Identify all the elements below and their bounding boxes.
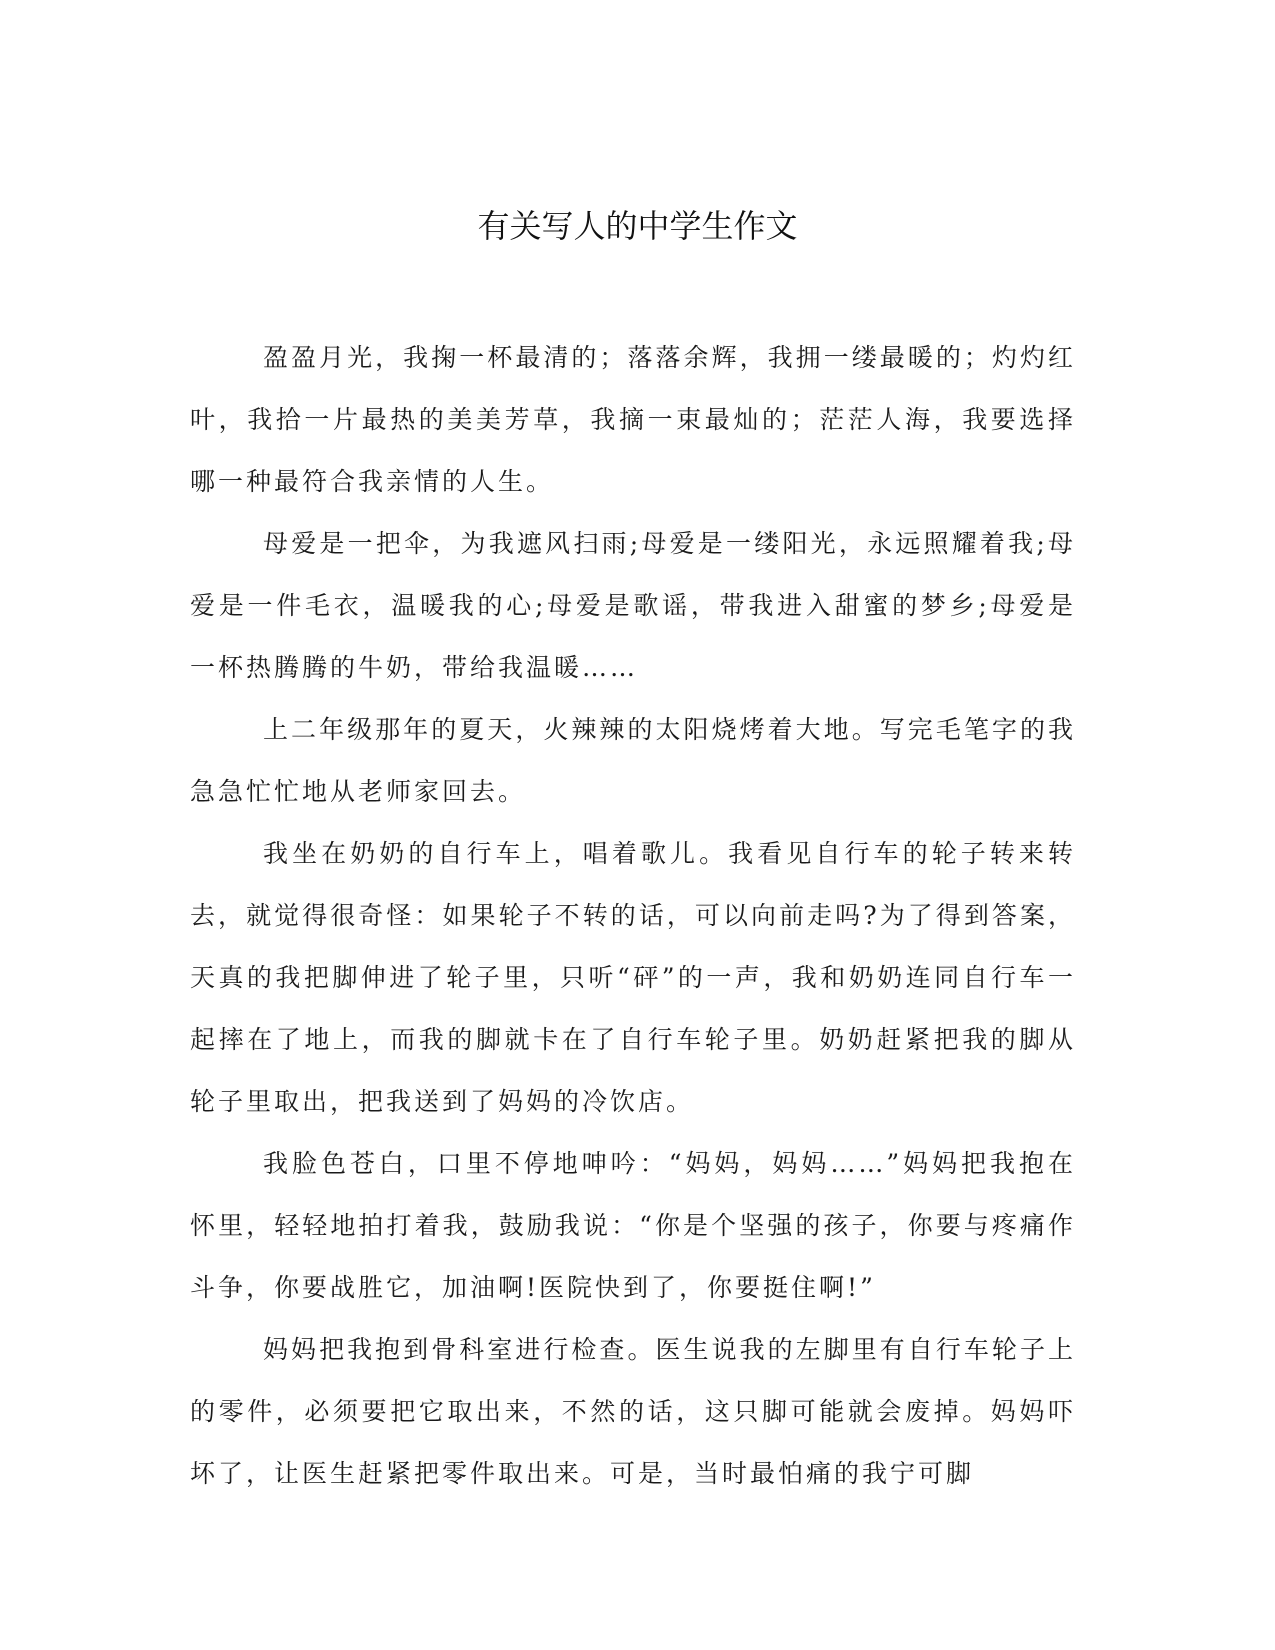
paragraph: 我脸色苍白，口里不停地呻吟：“妈妈，妈妈……”妈妈把我抱在怀里，轻轻地拍打着我，鼓励我说：“你是个坚强的孩子，你要与疼痛作斗争，你要战胜它，加油啊!医院快到了，你要挺住啊!” bbox=[190, 1149, 1076, 1302]
document-body bbox=[190, 327, 1076, 1505]
paragraph: 母爱是一把伞，为我遮风扫雨;母爱是一缕阳光，永远照耀着我;母爱是一件毛衣，温暖我的心;母爱是歌谣，带我进入甜蜜的梦乡;母爱是一杯热腾腾的牛奶，带给我温暖…… bbox=[190, 529, 1076, 682]
document-title: 有关写人的中学生作文 bbox=[477, 207, 798, 245]
paragraph: 妈妈把我抱到骨科室进行检查。医生说我的左脚里有自行车轮子上的零件，必须要把它取出来，不然的话，这只脚可能就会废掉。妈妈吓坏了，让医生赶紧把零件取出来。可是，当时最怕痛的我宁可脚 bbox=[190, 1335, 1076, 1488]
paragraph: 盈盈月光，我掬一杯最清的；落落余辉，我拥一缕最暖的；灼灼红叶，我拾一片最热的美美芳草，我摘一束最灿的；茫茫人海，我要选择哪一种最符合我亲情的人生。 bbox=[190, 343, 1076, 496]
paragraph: 我坐在奶奶的自行车上，唱着歌儿。我看见自行车的轮子转来转去，就觉得很奇怪：如果轮子不转的话，可以向前走吗?为了得到答案，天真的我把脚伸进了轮子里，只听“砰”的一声，我和奶奶连同自行车一起摔在了地上，而我的脚就卡在了自行车轮子里。奶奶赶紧把我的脚从轮子里取出，把我送到了妈妈的冷饮店。 bbox=[190, 839, 1076, 1116]
paragraph: 上二年级那年的夏天，火辣辣的太阳烧烤着大地。写完毛笔字的我急急忙忙地从老师家回去。 bbox=[190, 715, 1076, 806]
